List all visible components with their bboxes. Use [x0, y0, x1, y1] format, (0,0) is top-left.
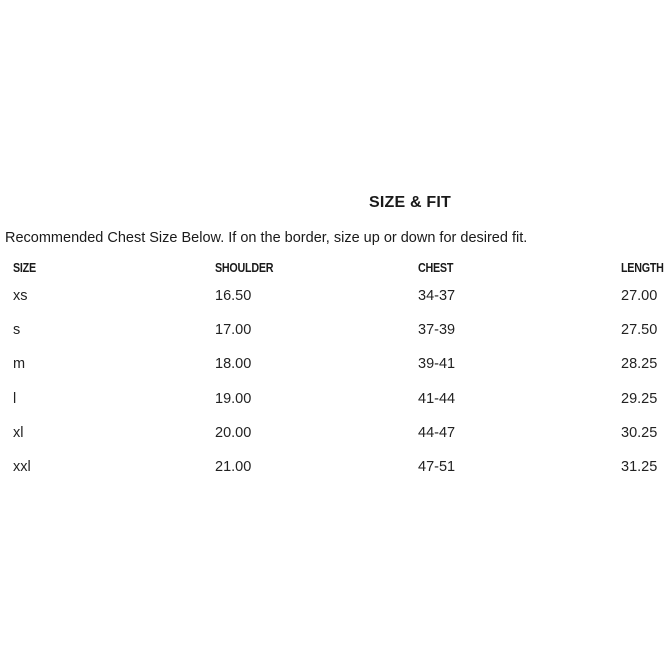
- size-recommendation-note: Recommended Chest Size Below. If on the border, size up or down for desired fit.: [5, 230, 528, 246]
- cell-shoulder: 16.50: [215, 288, 252, 305]
- cell-size: l: [13, 390, 17, 407]
- cell-chest: 39-41: [418, 356, 456, 373]
- cell-size: m: [13, 356, 26, 373]
- cell-size: s: [13, 322, 21, 339]
- cell-shoulder: 20.00: [215, 424, 252, 441]
- cell-shoulder: 21.00: [215, 459, 252, 476]
- table-row: [13, 450, 670, 484]
- cell-chest: 44-47: [418, 424, 456, 441]
- page-title: SIZE & FIT: [369, 194, 451, 211]
- cell-shoulder: 19.00: [215, 390, 252, 407]
- cell-chest: 37-39: [418, 322, 456, 339]
- cell-shoulder: 17.00: [215, 322, 252, 339]
- cell-chest: 41-44: [418, 390, 456, 407]
- table-row: [13, 313, 670, 347]
- cell-size: xs: [13, 288, 28, 305]
- cell-length: 28.25: [621, 356, 658, 373]
- header-shoulder: SHOULDER: [215, 261, 274, 275]
- table-row: [13, 416, 670, 450]
- header-length: LENGTH: [621, 261, 664, 275]
- table-row: [13, 347, 670, 381]
- cell-length: 27.50: [621, 322, 658, 339]
- header-size: SIZE: [13, 261, 36, 275]
- cell-size: xl: [13, 424, 24, 441]
- cell-shoulder: 18.00: [215, 356, 252, 373]
- cell-length: 30.25: [621, 424, 658, 441]
- table-header-row: [13, 257, 670, 279]
- cell-chest: 47-51: [418, 459, 456, 476]
- table-row: [13, 279, 670, 313]
- cell-length: 29.25: [621, 390, 658, 407]
- cell-chest: 34-37: [418, 288, 456, 305]
- cell-size: xxl: [13, 459, 31, 476]
- size-chart-table: [13, 257, 670, 484]
- table-row: [13, 382, 670, 416]
- cell-length: 31.25: [621, 459, 658, 476]
- header-chest: CHEST: [418, 261, 454, 275]
- cell-length: 27.00: [621, 288, 658, 305]
